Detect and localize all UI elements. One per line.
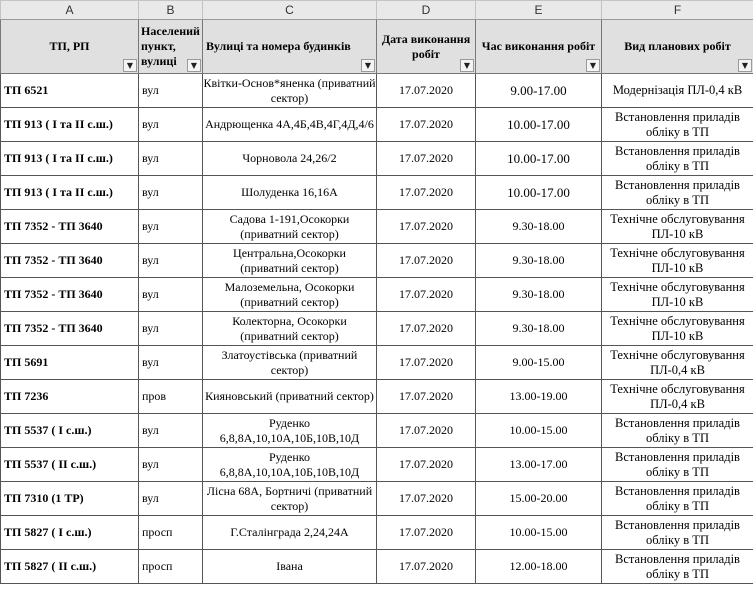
cell-time[interactable]: 9.30-18.00 (476, 210, 602, 244)
table-row (1, 346, 753, 380)
cell-tp[interactable]: ТП 913 ( І та ІІ с.ш.) (1, 142, 139, 176)
table-row (1, 108, 753, 142)
cell-time[interactable]: 15.00-20.00 (476, 482, 602, 516)
cell-date[interactable]: 17.07.2020 (377, 142, 476, 176)
cell-settlement[interactable]: вул (139, 74, 203, 108)
cell-time[interactable]: 10.00-17.00 (476, 108, 602, 142)
cell-tp[interactable]: ТП 913 ( І та ІІ с.ш.) (1, 176, 139, 210)
cell-street[interactable]: Руденко 6,8,8А,10,10А,10Б,10В,10Д (203, 448, 377, 482)
cell-work-type[interactable]: Технічне обслуговування ПЛ-0,4 кВ (602, 346, 753, 380)
table-row (1, 278, 753, 312)
cell-settlement[interactable]: вул (139, 312, 203, 346)
cell-work-type[interactable]: Технічне обслуговування ПЛ-10 кВ (602, 210, 753, 244)
header-cell-streets[interactable] (203, 20, 377, 74)
cell-tp[interactable]: ТП 7352 - ТП 3640 (1, 312, 139, 346)
cell-settlement[interactable]: вул (139, 448, 203, 482)
cell-street[interactable]: Чорновола 24,26/2 (203, 142, 377, 176)
table-row (1, 142, 753, 176)
cell-date[interactable]: 17.07.2020 (377, 244, 476, 278)
cell-settlement[interactable]: пров (139, 380, 203, 414)
cell-tp[interactable]: ТП 5827 ( І с.ш.) (1, 516, 139, 550)
header-label-streets: Вулиці та номера будинків (206, 39, 351, 53)
cell-work-type[interactable]: Технічне обслуговування ПЛ-10 кВ (602, 312, 753, 346)
table-row (1, 74, 753, 108)
column-letter-d[interactable]: D (377, 1, 476, 20)
column-letter-b[interactable]: B (139, 1, 203, 20)
cell-date[interactable]: 17.07.2020 (377, 346, 476, 380)
cell-street[interactable]: Квітки-Основ*яненка (приватний сектор) (203, 74, 377, 108)
cell-tp[interactable]: ТП 7310 (1 ТР) (1, 482, 139, 516)
header-label-work-type: Вид планових робіт (624, 39, 731, 53)
column-letter-a[interactable]: A (1, 1, 139, 20)
cell-street[interactable]: Івана (203, 550, 377, 584)
cell-work-type[interactable]: Встановлення приладів обліку в ТП (602, 516, 753, 550)
cell-settlement[interactable]: вул (139, 176, 203, 210)
cell-time[interactable]: 9.30-18.00 (476, 312, 602, 346)
filter-dropdown-icon[interactable]: ▼ (586, 59, 600, 72)
column-letter-e[interactable]: E (476, 1, 602, 20)
cell-work-type[interactable]: Технічне обслуговування ПЛ-10 кВ (602, 244, 753, 278)
cell-time[interactable]: 9.00-17.00 (476, 74, 602, 108)
table-row (1, 516, 753, 550)
cell-tp[interactable]: ТП 5537 ( І с.ш.) (1, 414, 139, 448)
filter-dropdown-icon[interactable]: ▼ (460, 59, 474, 72)
table-row (1, 550, 753, 584)
cell-time[interactable]: 9.00-15.00 (476, 346, 602, 380)
cell-street[interactable]: Садова 1-191,Осокорки (приватний сектор) (203, 210, 377, 244)
cell-work-type[interactable]: Встановлення приладів обліку в ТП (602, 142, 753, 176)
cell-work-type[interactable]: Встановлення приладів обліку в ТП (602, 414, 753, 448)
cell-time[interactable]: 10.00-15.00 (476, 516, 602, 550)
cell-street[interactable]: Шолуденка 16,16А (203, 176, 377, 210)
cell-street[interactable]: Колекторна, Осокорки (приватний сектор) (203, 312, 377, 346)
cell-time[interactable]: 13.00-17.00 (476, 448, 602, 482)
cell-time[interactable]: 10.00-15.00 (476, 414, 602, 448)
header-cell-tp[interactable] (1, 20, 139, 74)
cell-date[interactable]: 17.07.2020 (377, 312, 476, 346)
cell-tp[interactable]: ТП 7352 - ТП 3640 (1, 278, 139, 312)
cell-date[interactable]: 17.07.2020 (377, 278, 476, 312)
cell-street[interactable]: Кияновський (приватний сектор) (203, 380, 377, 414)
cell-street[interactable]: Руденко 6,8,8А,10,10А,10Б,10В,10Д (203, 414, 377, 448)
filter-dropdown-icon[interactable]: ▼ (738, 59, 752, 72)
cell-tp[interactable]: ТП 5537 ( ІІ с.ш.) (1, 448, 139, 482)
column-letter-c[interactable]: C (203, 1, 377, 20)
table-row (1, 210, 753, 244)
cell-date[interactable]: 17.07.2020 (377, 482, 476, 516)
cell-street[interactable]: Андрющенка 4А,4Б,4В,4Г,4Д,4/6 (203, 108, 377, 142)
cell-time[interactable]: 9.30-18.00 (476, 244, 602, 278)
header-cell-date[interactable] (377, 20, 476, 74)
cell-street[interactable]: Малоземельна, Осокорки (приватний сектор) (203, 278, 377, 312)
cell-tp[interactable]: ТП 6521 (1, 74, 139, 108)
cell-tp[interactable]: ТП 7352 - ТП 3640 (1, 244, 139, 278)
header-cell-time[interactable] (476, 20, 602, 74)
cell-work-type[interactable]: Модернізація ПЛ-0,4 кВ (602, 74, 753, 108)
filter-dropdown-icon[interactable]: ▼ (123, 59, 137, 72)
header-label-date: Дата виконання робіт (381, 31, 471, 61)
cell-time[interactable]: 9.30-18.00 (476, 278, 602, 312)
cell-work-type[interactable]: Технічне обслуговування ПЛ-10 кВ (602, 278, 753, 312)
table-row (1, 176, 753, 210)
cell-settlement[interactable]: вул (139, 210, 203, 244)
cell-tp[interactable]: ТП 5691 (1, 346, 139, 380)
cell-tp[interactable]: ТП 5827 ( ІІ с.ш.) (1, 550, 139, 584)
cell-street[interactable]: Лісна 68А, Бортничі (приватний сектор) (203, 482, 377, 516)
header-cell-settlement[interactable] (139, 20, 203, 74)
cell-date[interactable]: 17.07.2020 (377, 210, 476, 244)
cell-street[interactable]: Центральна,Осокорки (приватний сектор) (203, 244, 377, 278)
cell-settlement[interactable]: вул (139, 244, 203, 278)
filter-dropdown-icon[interactable]: ▼ (361, 59, 375, 72)
cell-settlement[interactable]: вул (139, 346, 203, 380)
table-row (1, 448, 753, 482)
cell-work-type[interactable]: Встановлення приладів обліку в ТП (602, 550, 753, 584)
header-label-tp: ТП, РП (49, 39, 90, 53)
cell-tp[interactable]: ТП 7352 - ТП 3640 (1, 210, 139, 244)
cell-street[interactable]: Г.Сталінграда 2,24,24А (203, 516, 377, 550)
cell-time[interactable]: 10.00-17.00 (476, 142, 602, 176)
cell-settlement[interactable]: вул (139, 108, 203, 142)
table-row (1, 414, 753, 448)
header-row (1, 20, 753, 74)
cell-time[interactable]: 10.00-17.00 (476, 176, 602, 210)
table-row (1, 380, 753, 414)
cell-tp[interactable]: ТП 7236 (1, 380, 139, 414)
cell-tp[interactable]: ТП 913 ( І та ІІ с.ш.) (1, 108, 139, 142)
cell-settlement[interactable]: вул (139, 482, 203, 516)
cell-date[interactable]: 17.07.2020 (377, 550, 476, 584)
header-label-settlement: Населений пункт, вулиці (141, 24, 200, 68)
header-cell-work-type[interactable] (602, 20, 753, 74)
cell-settlement[interactable]: просп (139, 550, 203, 584)
cell-settlement[interactable]: вул (139, 278, 203, 312)
cell-date[interactable]: 17.07.2020 (377, 448, 476, 482)
cell-work-type[interactable]: Встановлення приладів обліку в ТП (602, 176, 753, 210)
cell-work-type[interactable]: Встановлення приладів обліку в ТП (602, 108, 753, 142)
cell-street[interactable]: Златоустівська (приватний сектор) (203, 346, 377, 380)
cell-time[interactable]: 12.00-18.00 (476, 550, 602, 584)
table-row (1, 244, 753, 278)
cell-date[interactable]: 17.07.2020 (377, 74, 476, 108)
column-letters-row (1, 1, 753, 20)
cell-settlement[interactable]: вул (139, 142, 203, 176)
cell-work-type[interactable]: Технічне обслуговування ПЛ-0,4 кВ (602, 380, 753, 414)
table-row (1, 482, 753, 516)
cell-date[interactable]: 17.07.2020 (377, 380, 476, 414)
cell-settlement[interactable]: вул (139, 414, 203, 448)
cell-date[interactable]: 17.07.2020 (377, 516, 476, 550)
column-letter-f[interactable]: F (602, 1, 753, 20)
cell-date[interactable]: 17.07.2020 (377, 108, 476, 142)
filter-dropdown-icon[interactable]: ▼ (187, 59, 201, 72)
cell-work-type[interactable]: Встановлення приладів обліку в ТП (602, 448, 753, 482)
cell-settlement[interactable]: просп (139, 516, 203, 550)
table-row (1, 312, 753, 346)
header-label-time: Час виконання робіт (481, 39, 596, 53)
cell-work-type[interactable]: Встановлення приладів обліку в ТП (602, 482, 753, 516)
cell-date[interactable]: 17.07.2020 (377, 414, 476, 448)
cell-date[interactable]: 17.07.2020 (377, 176, 476, 210)
cell-time[interactable]: 13.00-19.00 (476, 380, 602, 414)
